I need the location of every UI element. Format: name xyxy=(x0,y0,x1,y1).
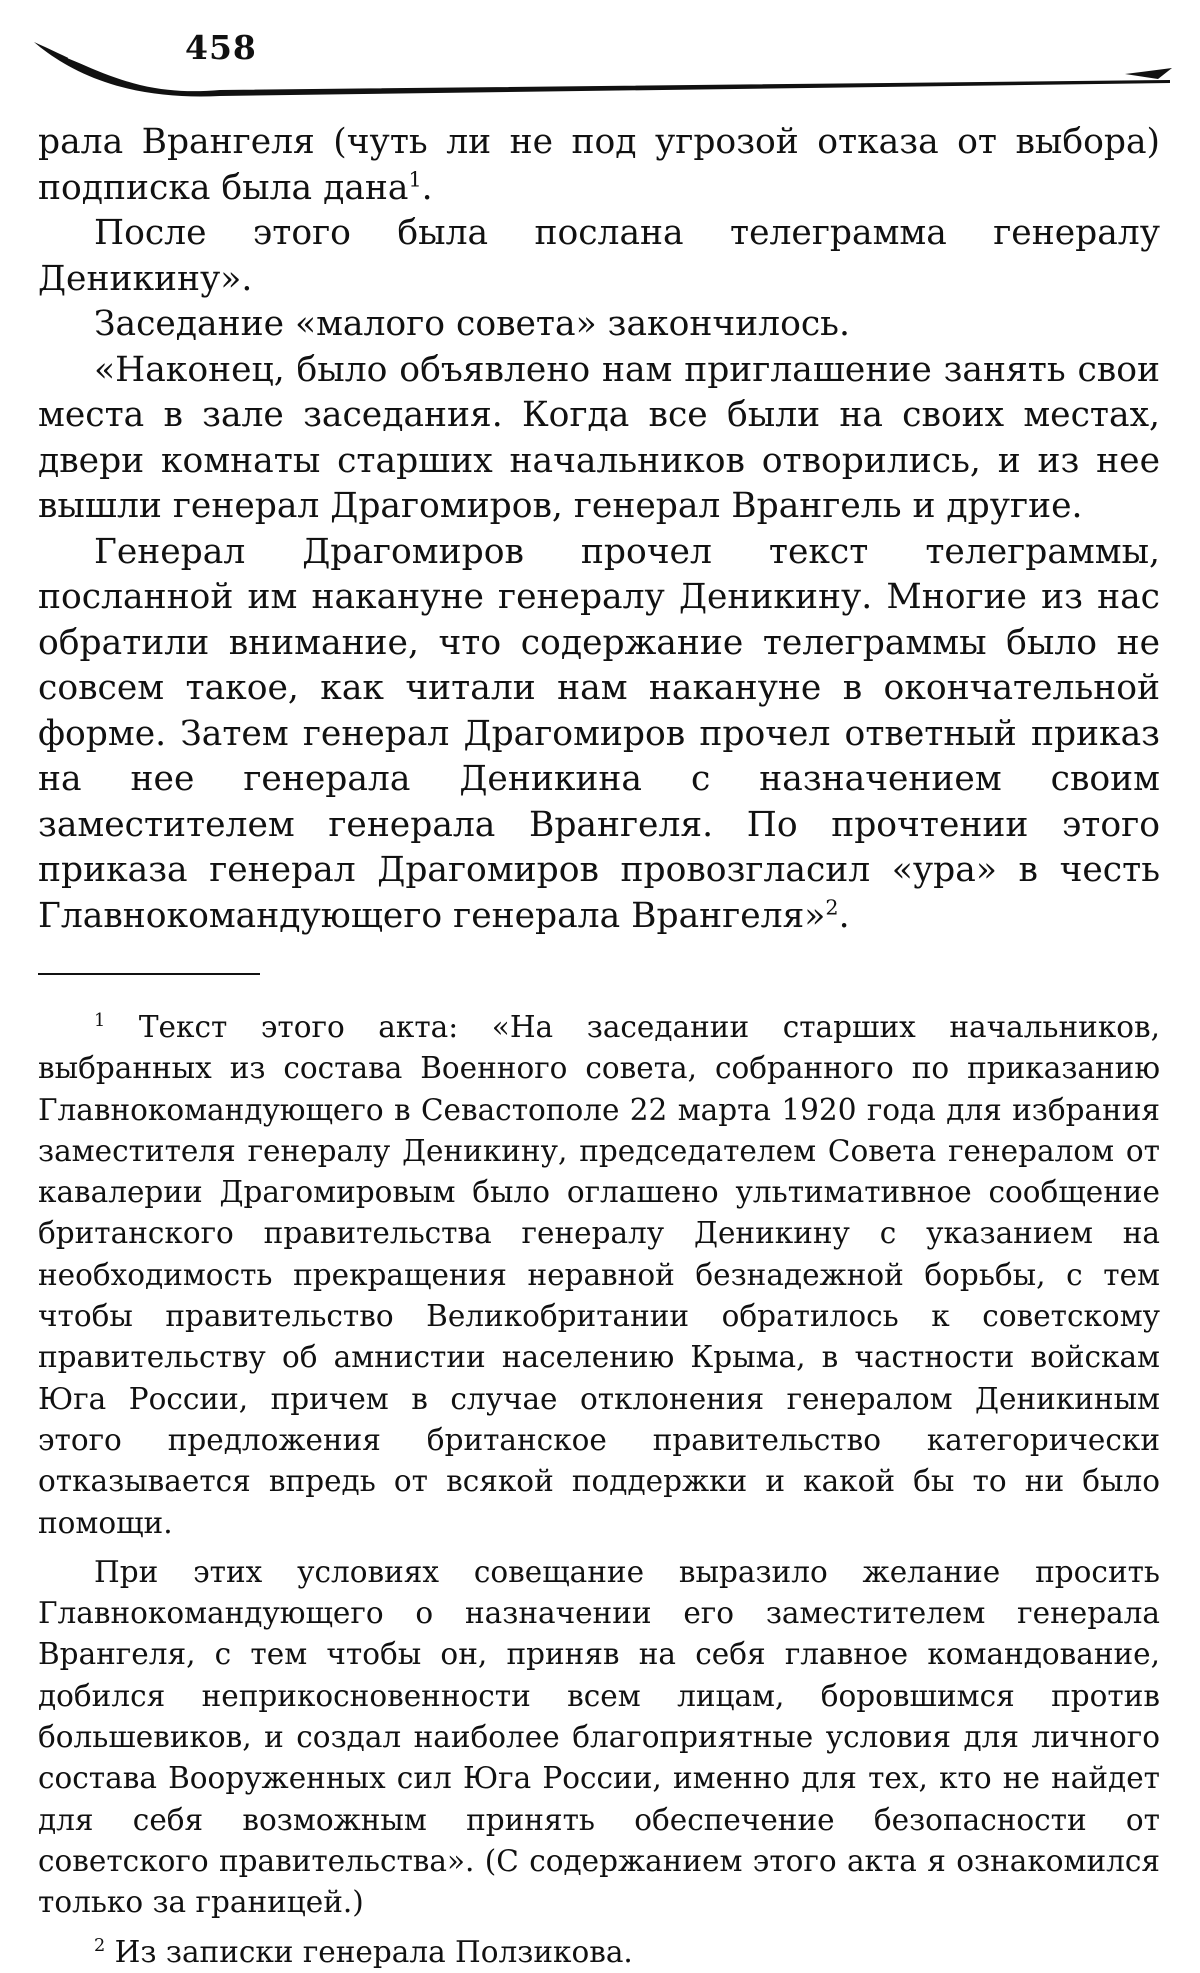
paragraph: Заседание «малого совета» закончилось. xyxy=(94,304,850,344)
footnote-text: Текст этого акта: «На заседании старших начальников, выбранных из состава Военного совета, собранного по приказанию Главнокомандующего в Севастополе 22 марта 1920 года для избрания заместителя генералу Деникину, председателем Совета генералом от кавалерии Драгомировым было оглашено ультимативное сообщение британского правительства генералу Деникину с указанием на необходимость прекращения неравной безнадежной борьбы, с тем чтобы правительство Великобритании обратилось к советскому правительству об амнистии населению Крыма, в частности войскам Юга России, причем в случае отклонения генералом Деникиным этого предложения британское правительство категорически отказывается впредь от всякой поддержки и какой бы то ни было помощи. xyxy=(38,1010,1160,1540)
footnote-reference: 1 xyxy=(408,167,422,191)
paragraph xyxy=(38,120,1160,211)
footnote-marker: 2 xyxy=(94,1935,106,1956)
page-number: 458 xyxy=(185,28,257,67)
footnote xyxy=(38,1007,1160,1544)
paragraph xyxy=(38,530,1160,940)
page-content xyxy=(38,120,1160,1973)
paragraph-text-end: . xyxy=(838,895,850,936)
paragraph-text: рала Врангеля (чуть ли не под угрозой отказа от выбора) подписка была дана xyxy=(38,122,1160,208)
paragraph-text-end: . xyxy=(421,167,433,208)
paragraph: «Наконец, было объявлено нам приглашение занять свои места в зале заседания. Когда все были на своих местах, двери комнаты старших начальников отворились, и из нее вышли генерал Драгомиров, генерал Врангель и другие. xyxy=(38,349,1160,526)
footnote-marker: 1 xyxy=(94,1011,106,1032)
footnote-continuation: При этих условиях совещание выразило желание просить Главнокомандующего о назначении его заместителем генерала Врангеля, с тем чтобы он, приняв на себя главное командование, добился неприкосновенности всем лицам, боровшимся против большевиков, и создал наиболее благоприятные условия для личного состава Вооруженных сил Юга России, именно для тех, кто не найдет для себя возможным принять обеспечение безопасности от советского правительства». (С содержанием этого акта я ознакомился только за границей.) xyxy=(38,1554,1160,1920)
footnotes xyxy=(38,1007,1160,1973)
paragraph-text: Генерал Драгомиров прочел текст телеграммы, посланной им накануне генералу Деникину. Многие из нас обратили внимание, что содержание телеграммы было не совсем такое, как читали нам накануне в окончательной форме. Затем генерал Драгомиров прочел ответный приказ на нее генерала Деникина с назначением своим заместителем генерала Врангеля. По прочтении этого приказа генерал Драгомиров провозгласил «ура» в честь Главнокомандующего генерала Врангеля» xyxy=(38,531,1160,936)
main-text xyxy=(38,120,1160,939)
footnote-separator xyxy=(38,973,260,975)
footnote-reference: 2 xyxy=(825,895,839,919)
footnote-text: Из записки генерала Ползикова. xyxy=(114,1934,633,1969)
paragraph: После этого была послана телеграмма генералу Деникину». xyxy=(38,213,1160,299)
